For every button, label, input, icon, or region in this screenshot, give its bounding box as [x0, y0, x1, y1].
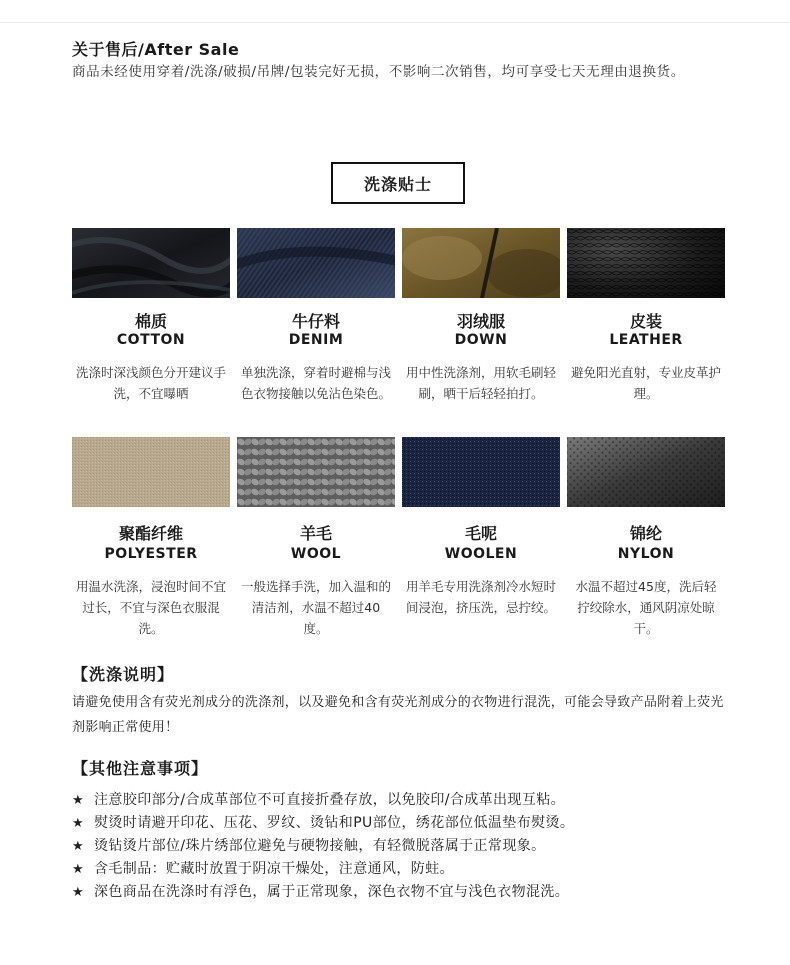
wool-swatch-image: [237, 437, 395, 507]
polyester-swatch-image: [72, 437, 230, 507]
fabric-care-text: 洗涤时深浅颜色分开建议手洗，不宜曝晒: [76, 365, 227, 401]
fabric-name-en: DENIM: [288, 332, 344, 348]
fabric-name-cn: 羊毛: [299, 524, 332, 543]
fabric-care-text: 避免阳光直射，专业皮革护理。: [571, 365, 722, 401]
fabric-name-en: NYLON: [617, 546, 675, 562]
note-item: ★ 烫钻烫片部位/珠片绣部位避免与硬物接触，有轻微脱落属于正常现象。: [72, 838, 546, 854]
nylon-swatch-image: [567, 437, 725, 507]
fabric-name-en: COTTON: [116, 332, 186, 348]
fabric-name-cn: 毛呢: [464, 524, 497, 543]
wash-instructions-title: 【洗涤说明】: [72, 665, 175, 684]
note-item: ★ 含毛制品：贮藏时放置于阴凉干燥处，注意通风，防蛀。: [72, 861, 454, 877]
note-item: ★ 深色商品在洗涤时有浮色，属于正常现象，深色衣物不宜与浅色衣物混洗。: [72, 884, 570, 900]
star-icon: ★: [72, 816, 85, 831]
fabric-name-en: LEATHER: [609, 332, 683, 348]
fabric-name-cn: 锦纶: [629, 524, 662, 543]
fabric-name-en: WOOLEN: [444, 546, 518, 562]
other-notes-title: 【其他注意事项】: [72, 759, 209, 778]
woolen-swatch-image: [402, 437, 560, 507]
fabric-care-text: 用羊毛专用洗涤剂冷水短时间浸泡，挤压洗，忌拧绞。: [406, 579, 557, 615]
fabric-care-text: 用温水洗涤，浸泡时间不宜过长，不宜与深色衣服混洗。: [76, 579, 227, 636]
fabric-name-en: DOWN: [454, 332, 508, 348]
note-item: ★ 注意胶印部分/合成革部位不可直接折叠存放，以免胶印/合成革出现互粘。: [72, 792, 566, 808]
fabric-name-cn: 羽绒服: [456, 312, 505, 331]
top-divider: [0, 22, 790, 23]
fabric-care-text: 单独洗涤，穿着时避棉与浅色衣物接触以免沾色染色。: [241, 365, 392, 401]
fabric-care-text: 一般选择手洗，加入温和的清洁剂，水温不超过40度。: [241, 579, 392, 636]
fabric-name-cn: 聚酯纤维: [118, 524, 183, 543]
fabric-name-cn: 棉质: [134, 312, 167, 331]
after-sale-title: 关于售后/After Sale: [72, 40, 240, 59]
down-swatch-image: [402, 228, 560, 298]
wash-instructions-text: 请避免使用含有荧光剂成分的洗涤剂，以及避免和含有荧光剂成分的衣物进行混洗，可能会导致产品附着上荧光剂影响正常使用！: [72, 695, 724, 735]
fabric-care-text: 水温不超过45度，洗后轻拧绞除水，通风阴凉处晾干。: [575, 579, 717, 636]
star-icon: ★: [72, 862, 85, 877]
star-icon: ★: [72, 839, 85, 854]
fabric-care-text: 用中性洗涤剂，用软毛刷轻刷，晒干后轻轻拍打。: [406, 365, 557, 401]
leather-swatch-image: [567, 228, 725, 298]
star-icon: ★: [72, 885, 85, 900]
washing-tips-heading: 洗涤贴士: [331, 162, 465, 204]
note-item: ★ 熨烫时请避开印花、压花、罗纹、烫钻和PU部位，绣花部位低温垫布熨烫。: [72, 815, 575, 831]
fabric-name-cn: 牛仔料: [291, 312, 340, 331]
cotton-swatch-image: [72, 228, 230, 298]
denim-swatch-image: [237, 228, 395, 298]
star-icon: ★: [72, 793, 85, 808]
after-sale-text: 商品未经使用穿着/洗涤/破损/吊牌/包装完好无损，不影响二次销售，均可享受七天无理由退换货。: [72, 64, 685, 80]
fabric-name-en: POLYESTER: [104, 546, 198, 562]
fabric-name-cn: 皮装: [629, 312, 662, 331]
fabric-name-en: WOOL: [290, 546, 342, 562]
